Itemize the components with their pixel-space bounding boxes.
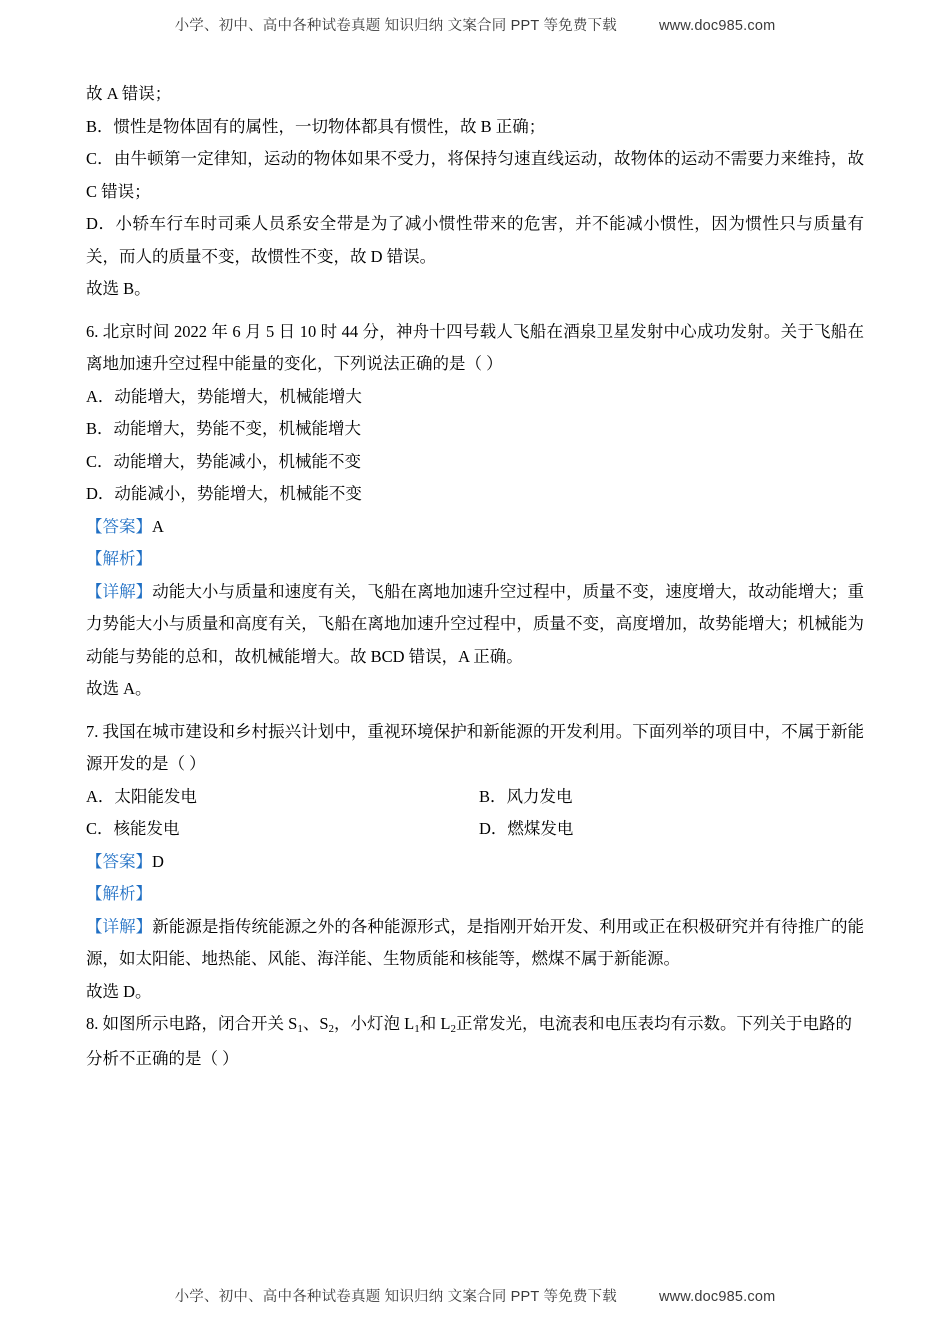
question-8-stem-line-2: 分析不正确的是（ ） — [86, 1048, 239, 1068]
q8-text-4: 和 L — [419, 1014, 451, 1033]
watermark-site: www.doc985.com — [658, 1289, 776, 1305]
watermark-top — [0, 14, 950, 35]
question-7-stem: 7. 我国在城市建设和乡村振兴计划中，重视环境保护和新能源的开发利用。下面列举的项目中，不属于新能源开发的是（ ） — [86, 721, 864, 773]
answer-tag: 【答案】 — [86, 851, 152, 871]
carryover-line-2: B．惯性是物体固有的属性，一切物体都具有惯性，故 B 正确； — [86, 116, 546, 136]
document-content — [86, 78, 864, 1171]
q8-text-5: 正常发光，电流表和电压表均有示数。下列关于电路的 — [455, 1014, 852, 1033]
analysis-tag: 【解析】 — [86, 549, 152, 568]
q8-text-2: 、S — [302, 1014, 329, 1033]
question-7-option-c: C．核能发电 — [86, 819, 180, 838]
detail-tag: 【详解】 — [86, 916, 153, 936]
question-7-detail — [86, 911, 864, 976]
watermark-text: 小学、初中、高中各种试卷真题 知识归纳 文案合同 PPT 等免费下载 — [174, 1289, 617, 1305]
question-7-option-a: A．太阳能发电 — [86, 786, 197, 806]
question-7-analysis-label — [86, 878, 864, 911]
answer-value: D — [152, 851, 164, 871]
question-7-answer — [86, 846, 864, 879]
q8-sub-1: 1 — [297, 1023, 303, 1035]
question-7-option-d: D．燃煤发电 — [479, 819, 574, 838]
carryover-line-1: 故 A 错误； — [86, 84, 172, 103]
q8-sub-2: 2 — [328, 1023, 334, 1035]
watermark-site: www.doc985.com — [658, 18, 776, 34]
carryover-line-5: 故选 B。 — [86, 279, 151, 298]
question-6-answer — [86, 511, 864, 544]
question-7-conclusion: 故选 D。 — [86, 981, 152, 1001]
figure-placeholder — [86, 1075, 864, 1171]
analysis-tag: 【解析】 — [86, 884, 152, 903]
detail-text: 新能源是指传统能源之外的各种能源形式，是指刚开始开发、利用或正在积极研究并有待推广的能源，如太阳能、地热能、风能、海洋能、生物质能和核能等，燃煤不属于新能源。 — [86, 916, 865, 968]
q8-sub-4: 2 — [450, 1023, 456, 1035]
question-6-option-c: C．动能增大，势能减小，机械能不变 — [86, 451, 362, 471]
carryover-line-3: C．由牛顿第一定律知，运动的物体如果不受力，将保持匀速直线运动，故物体的运动不需要力来维持，故 C 错误； — [86, 149, 864, 201]
detail-text: 动能大小与质量和速度有关，飞船在离地加速升空过程中，质量不变，速度增大，故动能增大；重力势能大小与质量和高度有关，飞船在离地加速升空过程中，质量不变，高度增加，故势能增大；机械能为动能与势能的总和，故机械能增大。故 BCD 错误，A 正确。 — [86, 581, 865, 666]
q8-text-3: ，小灯泡 L — [334, 1014, 415, 1033]
q8-text-1: 8. 如图所示电路，闭合开关 S — [86, 1014, 298, 1033]
carryover-line-4: D．小轿车行车时司乘人员系安全带是为了减小惯性带来的危害，并不能减小惯性，因为惯性只与质量有关，而人的质量不变，故惯性不变，故 D 错误。 — [86, 214, 864, 266]
question-7-option-b: B．风力发电 — [479, 786, 573, 806]
question-6-stem: 6. 北京时间 2022 年 6 月 5 日 10 时 44 分，神舟十四号载人飞船在酒泉卫星发射中心成功发射。关于飞船在离地加速升空过程中能量的变化，下列说法正确的是（ ） — [86, 321, 864, 373]
question-6-analysis-label — [86, 543, 864, 576]
watermark-text: 小学、初中、高中各种试卷真题 知识归纳 文案合同 PPT 等免费下载 — [174, 18, 617, 34]
detail-tag: 【详解】 — [86, 581, 153, 601]
question-6-option-a: A．动能增大，势能增大，机械能增大 — [86, 386, 362, 406]
question-6-conclusion: 故选 A。 — [86, 679, 152, 698]
answer-tag: 【答案】 — [86, 516, 152, 536]
answer-value: A — [152, 516, 164, 536]
question-6-detail — [86, 576, 864, 674]
watermark-bottom — [0, 1285, 950, 1306]
question-6-option-d: D．动能减小，势能增大，机械能不变 — [86, 484, 362, 503]
question-7-options-row-1 — [86, 781, 864, 814]
question-6-option-b: B．动能增大，势能不变，机械能增大 — [86, 419, 362, 438]
question-8-stem-line-1 — [86, 1008, 864, 1043]
q8-sub-3: 1 — [414, 1023, 420, 1035]
question-7-options-row-2 — [86, 813, 864, 846]
